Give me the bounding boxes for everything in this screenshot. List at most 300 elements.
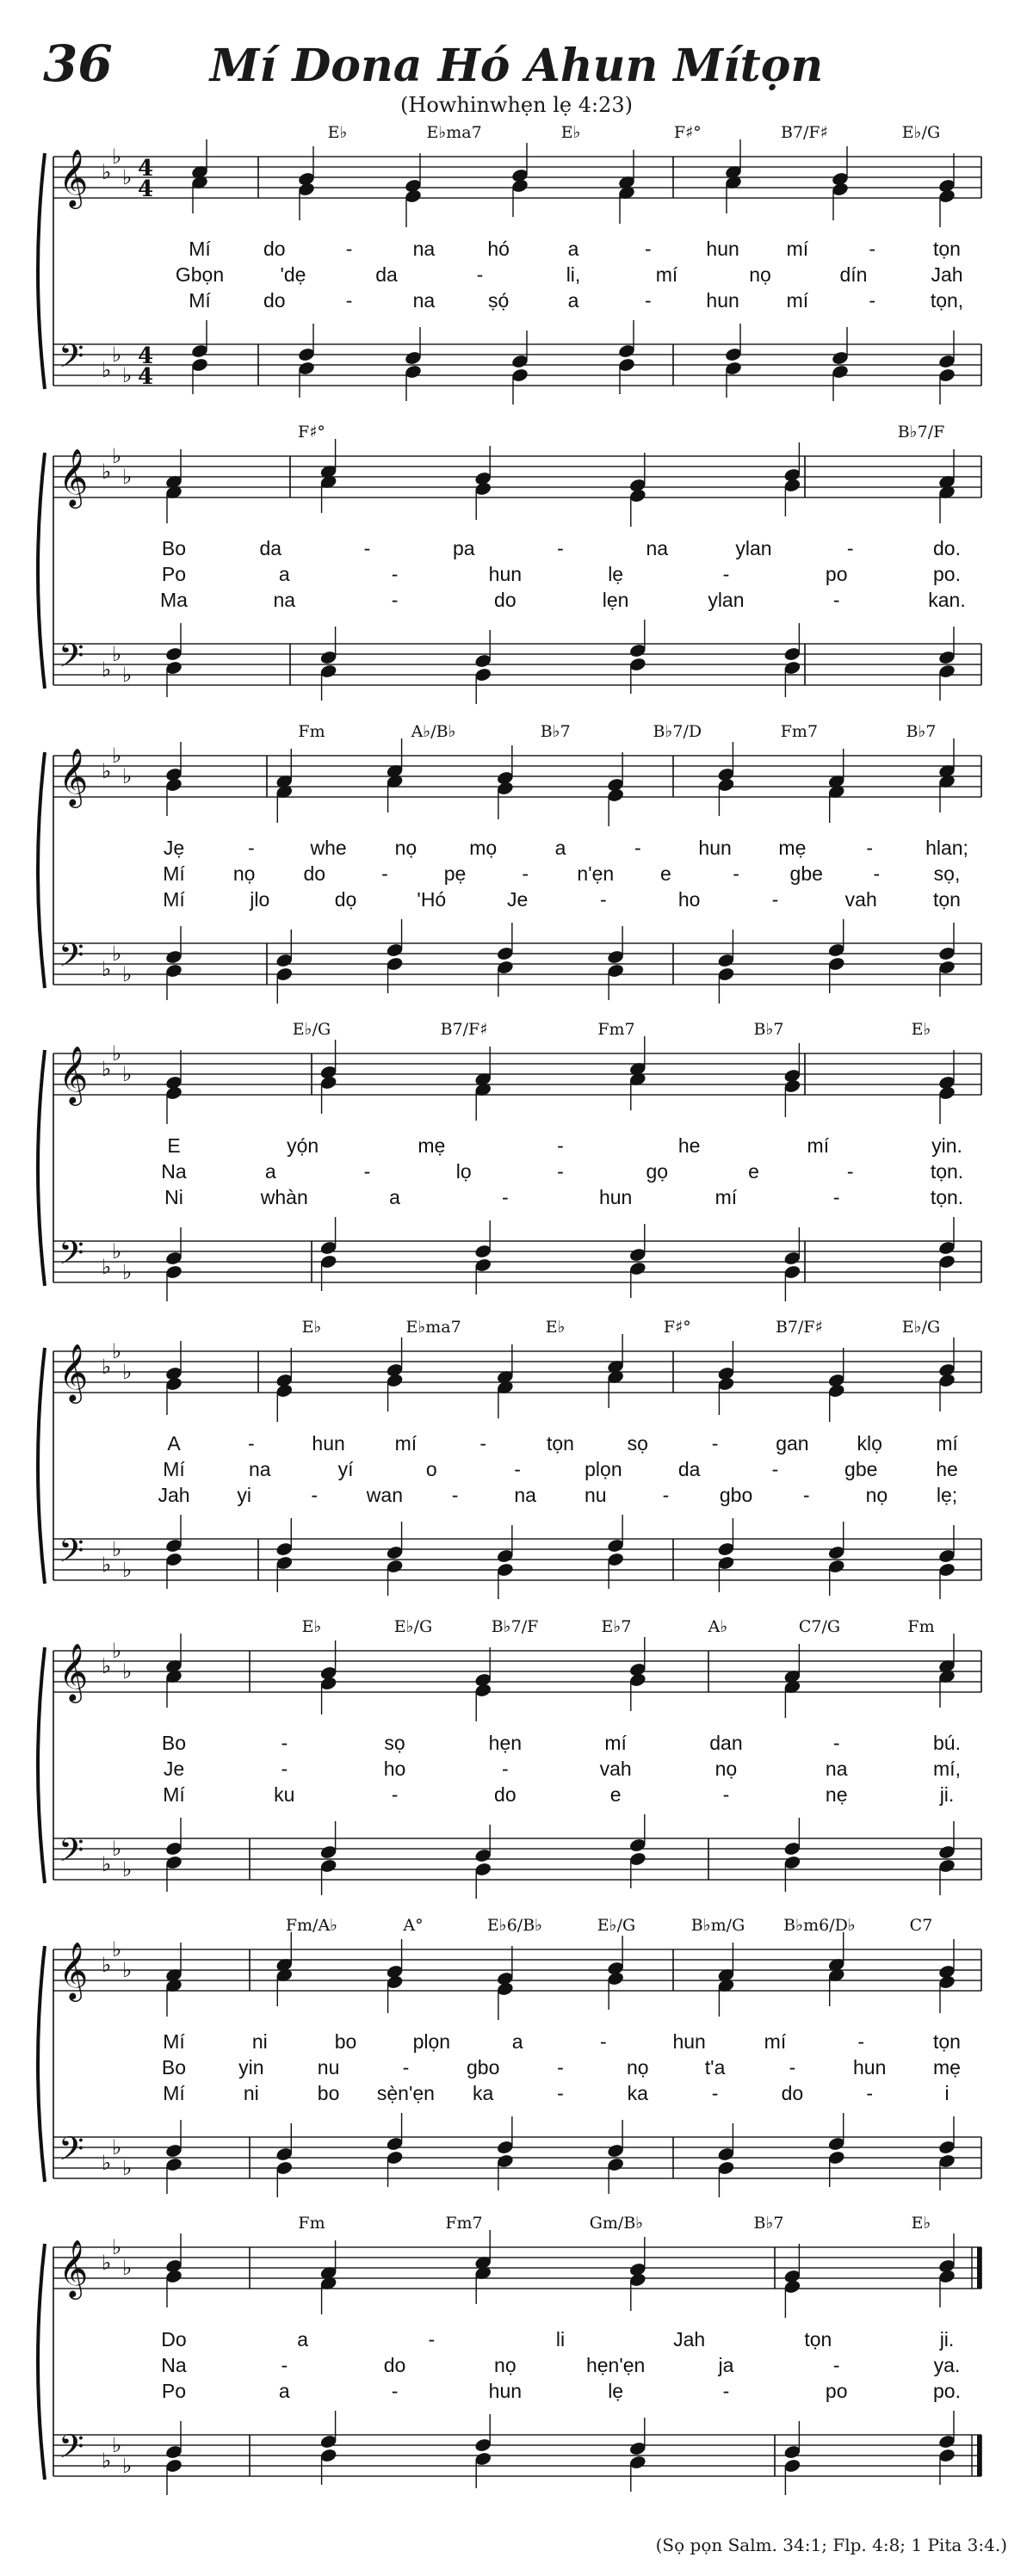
lyric-syllable: li <box>555 2328 566 2351</box>
lyric-syllable: Jẹ <box>163 837 185 859</box>
lyric-syllable: vah <box>844 888 877 911</box>
key-flat-icon: ♭ <box>102 1057 112 1081</box>
bass-clef-icon: 𝄢 <box>59 2427 84 2474</box>
lyric-syllable: sẹ̀n'ẹn <box>376 2082 435 2104</box>
bass-clef-icon: 𝄢 <box>59 1531 84 1578</box>
lyric-syllable: - <box>662 1484 670 1506</box>
lyric-syllable: ji. <box>939 2328 955 2351</box>
bass-clef-icon: 𝄢 <box>59 936 84 982</box>
chord-symbol: A♭ <box>708 1617 728 1636</box>
lyric-syllable: - <box>391 2380 399 2402</box>
bass-clef-icon: 𝄢 <box>59 1831 84 1877</box>
lyric-syllable: - <box>722 563 730 585</box>
lyric-syllable: a <box>278 2380 290 2402</box>
chord-symbol: Gm/B♭ <box>589 2214 644 2233</box>
lyric-syllable: sọ, <box>933 862 961 885</box>
chord-symbol: A♭/B♭ <box>411 722 456 741</box>
lyric-syllable: - <box>476 263 484 286</box>
system-5 <box>38 1318 981 1599</box>
lyric-syllable: - <box>634 837 641 859</box>
lyric-syllable: Do <box>161 2328 187 2351</box>
lyric-syllable: e <box>609 1783 622 1806</box>
system-2 <box>38 423 981 704</box>
lyric-syllable: lẹ <box>608 2380 624 2402</box>
chord-symbol: Fm <box>907 1617 935 1636</box>
lyric-syllable: - <box>363 537 371 559</box>
key-flat-icon: ♭ <box>102 2449 112 2473</box>
lyric-syllable: A <box>167 1432 181 1455</box>
chord-symbol: E♭/G <box>901 123 941 142</box>
chord-symbol: Fm7 <box>445 2214 483 2233</box>
chord-symbol: B♭7/F <box>491 1617 539 1636</box>
key-flat-icon: ♭ <box>102 1255 112 1279</box>
lyric-syllable: Po <box>161 2380 187 2402</box>
chord-symbol: B♭7/D <box>653 722 702 741</box>
lyric-syllable: na <box>646 537 669 559</box>
lyric-syllable: do <box>494 1783 516 1806</box>
lyric-syllable: Mí <box>189 238 211 260</box>
lyric-syllable: - <box>873 862 881 885</box>
key-flat-icon: ♭ <box>102 1355 112 1379</box>
lyric-syllable: ja <box>718 2354 734 2376</box>
system-6 <box>38 1617 981 1899</box>
key-flat-icon: ♭ <box>102 358 112 382</box>
system-brace <box>38 453 45 689</box>
lyric-syllable: - <box>363 1160 371 1183</box>
key-flat-icon: ♭ <box>102 1654 112 1678</box>
lyric-syllable: Mí <box>163 2082 185 2104</box>
lyric-syllable: ylan <box>735 537 772 559</box>
system-7 <box>38 1916 981 2197</box>
lyric-syllable: Mí <box>163 2030 185 2053</box>
lyric-syllable: - <box>846 537 854 559</box>
lyric-syllable: - <box>391 1783 399 1806</box>
lyric-syllable: nu <box>585 1484 607 1506</box>
lyric-syllable: hun <box>853 2056 887 2079</box>
lyric-syllable: hó <box>487 238 510 260</box>
lyric-syllable: ya. <box>933 2354 961 2376</box>
lyric-syllable: ṣọ́ <box>488 289 510 312</box>
lyric-syllable: - <box>557 2056 564 2079</box>
lyric-syllable: - <box>345 238 353 260</box>
chord-symbol: F♯° <box>673 123 702 142</box>
lyric-syllable: - <box>345 289 353 312</box>
lyric-syllable: dan <box>709 1732 743 1754</box>
lyric-syllable: hun <box>488 563 523 585</box>
key-flat-icon: ♭ <box>122 1958 133 1982</box>
key-flat-icon: ♭ <box>122 1260 133 1284</box>
lyric-syllable: gọ <box>646 1160 669 1183</box>
lyric-syllable: mẹ <box>418 1134 446 1157</box>
lyric-syllable: - <box>846 1160 854 1183</box>
lyric-syllable: mí, <box>933 1757 961 1780</box>
key-flat-icon: ♭ <box>102 460 112 484</box>
lyric-syllable: kan. <box>928 589 966 611</box>
lyric-syllable: mí <box>786 238 809 260</box>
lyric-syllable: a <box>567 289 579 312</box>
system-brace <box>38 153 45 389</box>
chord-symbol: E♭ <box>301 1318 322 1337</box>
lyric-syllable: da <box>375 263 398 286</box>
lyric-syllable: yí <box>337 1458 354 1480</box>
chord-symbol: Fm <box>298 2214 325 2233</box>
lyric-syllable: nọ <box>232 862 256 885</box>
lyric-syllable: - <box>869 238 876 260</box>
chord-symbol: Fm7 <box>780 722 819 741</box>
bass-clef-icon: 𝄢 <box>59 2129 84 2176</box>
lyric-syllable: hun <box>312 1432 345 1455</box>
key-flat-icon: ♭ <box>122 1558 133 1582</box>
system-8 <box>38 2214 981 2495</box>
lyric-syllable: gbo <box>467 2056 500 2079</box>
treble-clef-icon: 𝄞 <box>59 1343 89 1401</box>
chord-symbol: F♯° <box>298 423 325 442</box>
lyric-syllable: mí <box>764 2030 787 2053</box>
lyric-syllable: gbe <box>789 862 823 885</box>
lyric-syllable: Bo <box>161 2056 187 2079</box>
lyric-syllable: na <box>825 1757 848 1780</box>
lyric-syllable: pẹ <box>443 862 467 885</box>
lyric-syllable: - <box>381 862 388 885</box>
lyric-syllable: bú. <box>933 1732 961 1754</box>
lyric-syllable: ku <box>274 1783 295 1806</box>
lyric-syllable: da <box>677 1458 701 1480</box>
lyric-syllable: i <box>944 2082 949 2104</box>
lyric-syllable: nu <box>317 2056 340 2079</box>
lyric-syllable: - <box>722 1783 730 1806</box>
key-flat-icon: ♭ <box>112 2235 122 2259</box>
lyric-syllable: - <box>711 2082 719 2104</box>
lyric-syllable: lẹ <box>608 563 624 585</box>
key-flat-icon: ♭ <box>102 2151 112 2175</box>
lyric-syllable: mí <box>655 263 678 286</box>
lyric-syllable: - <box>832 1732 840 1754</box>
time-signature-top: 4 <box>138 343 154 369</box>
lyric-syllable: wan <box>366 1484 404 1506</box>
chord-symbol: E♭7 <box>601 1617 632 1636</box>
treble-clef-icon: 𝄞 <box>59 2239 89 2297</box>
lyric-syllable: - <box>644 238 652 260</box>
lyric-syllable: do <box>303 862 326 885</box>
system-1 <box>38 123 981 405</box>
bass-clef-icon: 𝄢 <box>59 337 84 383</box>
lyric-syllable: ji. <box>939 1783 955 1806</box>
lyric-syllable: n'ẹn <box>577 862 615 885</box>
time-signature-bottom: 4 <box>138 176 154 202</box>
lyric-syllable: yọ́n <box>287 1134 319 1157</box>
system-brace <box>38 1647 45 1883</box>
hymn-number: 36 <box>43 34 113 93</box>
lyric-syllable: tọn <box>547 1432 574 1455</box>
key-flat-icon: ♭ <box>122 2256 133 2280</box>
lyric-syllable: Ma <box>160 589 188 611</box>
lyric-syllable: lọ <box>455 1160 472 1183</box>
lyric-syllable: ni <box>243 2082 259 2104</box>
lyric-syllable: lẹn <box>602 589 629 611</box>
lyric-syllable: - <box>869 289 876 312</box>
lyric-syllable: mí <box>714 1186 738 1208</box>
time-signature-top: 4 <box>138 156 154 182</box>
lyric-syllable: whe <box>310 837 347 859</box>
chord-symbol: E♭/G <box>901 1318 941 1337</box>
lyric-syllable: t'a <box>704 2056 726 2079</box>
lyric-syllable: - <box>311 1484 319 1506</box>
lyric-syllable: - <box>281 2354 288 2376</box>
lyric-syllable: Mí <box>189 289 211 312</box>
lyric-syllable: Na <box>161 2354 187 2376</box>
key-flat-icon: ♭ <box>102 658 112 682</box>
chord-symbol: C7 <box>909 1916 933 1935</box>
chord-symbol: E♭ <box>560 123 581 142</box>
lyric-syllable: Je <box>163 1757 185 1780</box>
lyric-syllable: - <box>502 1186 509 1208</box>
key-flat-icon: ♭ <box>122 1659 133 1683</box>
lyric-syllable: Na <box>161 1160 187 1183</box>
lyric-syllable: po <box>825 563 848 585</box>
chord-symbol: B7/F♯ <box>780 123 828 142</box>
lyric-syllable: - <box>502 1757 509 1780</box>
system-brace <box>38 1946 45 2182</box>
chord-symbol: B♭7 <box>540 722 571 741</box>
treble-clef-icon: 𝄞 <box>59 747 89 806</box>
system-3 <box>38 722 981 1004</box>
lyric-syllable: - <box>832 2354 840 2376</box>
lyric-syllable: pa <box>452 537 475 559</box>
lyric-syllable: Gbọn <box>175 263 225 286</box>
lyric-syllable: - <box>479 1432 487 1455</box>
lyric-syllable: nọ <box>394 837 418 859</box>
bass-clef-icon: 𝄢 <box>59 636 84 683</box>
lyric-syllable: he <box>677 1134 701 1157</box>
lyric-syllable: - <box>247 837 255 859</box>
lyric-syllable: - <box>644 289 652 312</box>
chord-symbol: B♭7/F <box>897 423 945 442</box>
lyric-syllable: Mí <box>163 1458 185 1480</box>
lyric-syllable: - <box>391 563 399 585</box>
lyric-syllable: - <box>514 1458 521 1480</box>
lyric-syllable: tọn, <box>930 289 964 312</box>
lyric-syllable: tọn <box>933 888 961 911</box>
lyric-syllable: - <box>733 862 739 885</box>
key-flat-icon: ♭ <box>112 642 122 666</box>
lyric-syllable: plọn <box>412 2030 451 2053</box>
lyric-syllable: yin. <box>931 1134 962 1157</box>
key-flat-icon: ♭ <box>122 962 133 986</box>
system-brace <box>38 1348 45 1584</box>
lyric-syllable: Jah <box>158 1484 190 1506</box>
key-flat-icon: ♭ <box>122 165 133 189</box>
lyric-syllable: mí <box>786 289 809 312</box>
lyric-syllable: sọ <box>627 1432 648 1455</box>
lyric-syllable: plọn <box>585 1458 622 1480</box>
lyric-syllable: gan <box>776 1432 809 1455</box>
chord-symbol: B7/F♯ <box>440 1020 488 1039</box>
final-barline <box>977 2247 981 2289</box>
chord-symbol: B♭7 <box>906 722 937 741</box>
lyric-syllable: tọn. <box>930 1186 964 1208</box>
chord-symbol: Fm/A♭ <box>285 1916 338 1935</box>
key-flat-icon: ♭ <box>112 1339 122 1363</box>
lyric-syllable: nọ <box>749 263 771 286</box>
key-flat-icon: ♭ <box>102 1553 112 1577</box>
chord-symbol: A° <box>403 1916 424 1935</box>
lyric-syllable: hẹn <box>488 1732 523 1754</box>
lyric-syllable: mẹ <box>933 2056 961 2079</box>
hymn-subtitle: (Howhinwhẹn lẹ 4:23) <box>400 93 633 117</box>
lyric-syllable: nọ <box>494 2354 516 2376</box>
lyric-syllable: mí <box>604 1732 627 1754</box>
lyric-syllable: - <box>771 1458 779 1480</box>
lyric-syllable: do <box>781 2082 804 2104</box>
chord-symbol: E♭6/B♭ <box>486 1916 543 1935</box>
lyric-syllable: nọ <box>865 1484 888 1506</box>
key-flat-icon: ♭ <box>102 759 112 783</box>
lyric-syllable: - <box>402 2056 410 2079</box>
key-flat-icon: ♭ <box>122 1857 133 1881</box>
lyric-syllable: Mí <box>163 862 185 885</box>
key-flat-icon: ♭ <box>112 2433 122 2457</box>
lyric-syllable: - <box>600 2030 607 2053</box>
lyric-syllable: li, <box>566 263 581 286</box>
key-flat-icon: ♭ <box>102 2251 112 2275</box>
lyric-syllable: dín <box>839 263 868 286</box>
key-flat-icon: ♭ <box>102 1852 112 1876</box>
chord-symbol: B♭m6/D♭ <box>783 1916 856 1935</box>
treble-clef-icon: 𝄞 <box>59 1045 89 1103</box>
lyric-syllable: - <box>866 837 874 859</box>
chord-symbol: E♭ <box>545 1318 566 1337</box>
lyric-syllable: do <box>263 289 286 312</box>
lyric-syllable: hun <box>698 837 732 859</box>
key-flat-icon: ♭ <box>112 343 122 367</box>
lyric-syllable: bo <box>334 2030 357 2053</box>
lyric-syllable: nẹ <box>825 1783 848 1806</box>
lyric-syllable: do <box>263 238 286 260</box>
lyric-syllable: Mí <box>163 888 185 911</box>
chord-symbol: E♭ma7 <box>426 123 482 142</box>
key-flat-icon: ♭ <box>102 1953 112 1977</box>
lyric-syllable: a <box>389 1186 400 1208</box>
lyric-syllable: po. <box>933 563 961 585</box>
treble-clef-icon: 𝄞 <box>59 1642 89 1701</box>
lyric-syllable: hun <box>672 2030 706 2053</box>
lyric-syllable: a <box>567 238 579 260</box>
chord-symbol: E♭ <box>327 123 348 142</box>
chord-symbol: B7/F♯ <box>775 1318 823 1337</box>
lyric-syllable: na <box>248 1458 271 1480</box>
lyric-syllable: na <box>412 238 436 260</box>
lyric-syllable: Po <box>161 563 187 585</box>
chord-symbol: E♭ <box>911 2214 931 2233</box>
lyric-syllable: e <box>660 862 671 885</box>
lyric-syllable: Mí <box>163 1783 185 1806</box>
lyric-syllable: lẹ; <box>936 1484 958 1506</box>
lyric-syllable: - <box>557 1160 564 1183</box>
key-flat-icon: ♭ <box>112 145 122 169</box>
lyric-syllable: - <box>866 2082 874 2104</box>
lyric-syllable: Ni <box>164 1186 183 1208</box>
lyric-syllable: yin <box>238 2056 264 2079</box>
lyric-syllable: hẹn'ẹn <box>585 2354 646 2376</box>
chord-symbol: E♭/G <box>292 1020 331 1039</box>
lyric-syllable: tọn. <box>930 1160 964 1183</box>
chord-symbol: C7/G <box>798 1617 841 1636</box>
key-flat-icon: ♭ <box>112 1041 122 1066</box>
lyric-syllable: hun <box>488 2380 523 2402</box>
key-flat-icon: ♭ <box>112 1239 122 1263</box>
lyric-syllable: o <box>425 1458 437 1480</box>
key-flat-icon: ♭ <box>112 1639 122 1663</box>
lyric-syllable: Bo <box>161 537 187 559</box>
lyric-syllable: Bo <box>161 1732 187 1754</box>
chord-symbol: Fm <box>298 722 325 741</box>
lyric-syllable: dọ <box>334 888 357 911</box>
lyric-syllable: po <box>825 2380 848 2402</box>
lyric-syllable: Jah <box>931 263 963 286</box>
chord-symbol: E♭ma7 <box>405 1318 461 1337</box>
lyric-syllable: mí <box>936 1432 958 1455</box>
system-brace <box>38 752 45 988</box>
key-flat-icon: ♭ <box>112 2135 122 2159</box>
lyric-syllable: - <box>711 1432 719 1455</box>
key-flat-icon: ♭ <box>122 2454 133 2478</box>
chord-symbol: F♯° <box>663 1318 691 1337</box>
chord-symbol: B♭7 <box>753 1020 784 1039</box>
lyric-syllable: a <box>554 837 566 859</box>
key-flat-icon: ♭ <box>112 1937 122 1961</box>
lyric-syllable: klọ <box>857 1432 882 1455</box>
lyric-syllable: ka <box>627 2082 648 2104</box>
lyric-syllable: whàn <box>260 1186 308 1208</box>
chord-symbol: E♭ <box>301 1617 322 1636</box>
chord-symbol: E♭/G <box>597 1916 636 1935</box>
lyric-syllable: - <box>247 1432 255 1455</box>
system-brace <box>38 1050 45 1286</box>
chord-symbol: E♭/G <box>393 1617 433 1636</box>
lyric-syllable: ho <box>383 1757 406 1780</box>
lyric-syllable: vah <box>599 1757 632 1780</box>
final-barline <box>977 2435 981 2476</box>
hymn-title: Mí Dona Hó Ahun Mítọn <box>209 40 824 92</box>
chord-symbol: B♭m/G <box>690 1916 745 1935</box>
key-flat-icon: ♭ <box>102 160 112 184</box>
lyric-syllable: ni <box>251 2030 268 2053</box>
lyric-syllable: jlo <box>250 888 270 911</box>
lyric-syllable: gbe <box>844 1458 878 1480</box>
lyric-syllable: do. <box>933 537 961 559</box>
lyric-syllable: hun <box>706 238 739 260</box>
system-4 <box>38 1020 981 1301</box>
key-flat-icon: ♭ <box>122 663 133 687</box>
lyric-syllable: - <box>832 1186 840 1208</box>
lyric-syllable: mí <box>807 1134 830 1157</box>
lyric-syllable: he <box>936 1458 958 1480</box>
lyric-syllable: E <box>167 1134 181 1157</box>
lyric-syllable: Je <box>506 888 529 911</box>
key-flat-icon: ♭ <box>112 444 122 468</box>
lyric-syllable: gbo <box>719 1484 753 1506</box>
lyric-syllable: da <box>259 537 282 559</box>
lyric-syllable: na <box>412 289 436 312</box>
time-signature-bottom: 4 <box>138 364 154 390</box>
key-flat-icon: ♭ <box>102 957 112 981</box>
key-flat-icon: ♭ <box>122 1360 133 1384</box>
lyric-syllable: tọn <box>933 238 961 260</box>
key-flat-icon: ♭ <box>112 1537 122 1561</box>
lyric-syllable: e <box>748 1160 759 1183</box>
key-flat-icon: ♭ <box>112 744 122 768</box>
lyric-syllable: - <box>557 537 564 559</box>
